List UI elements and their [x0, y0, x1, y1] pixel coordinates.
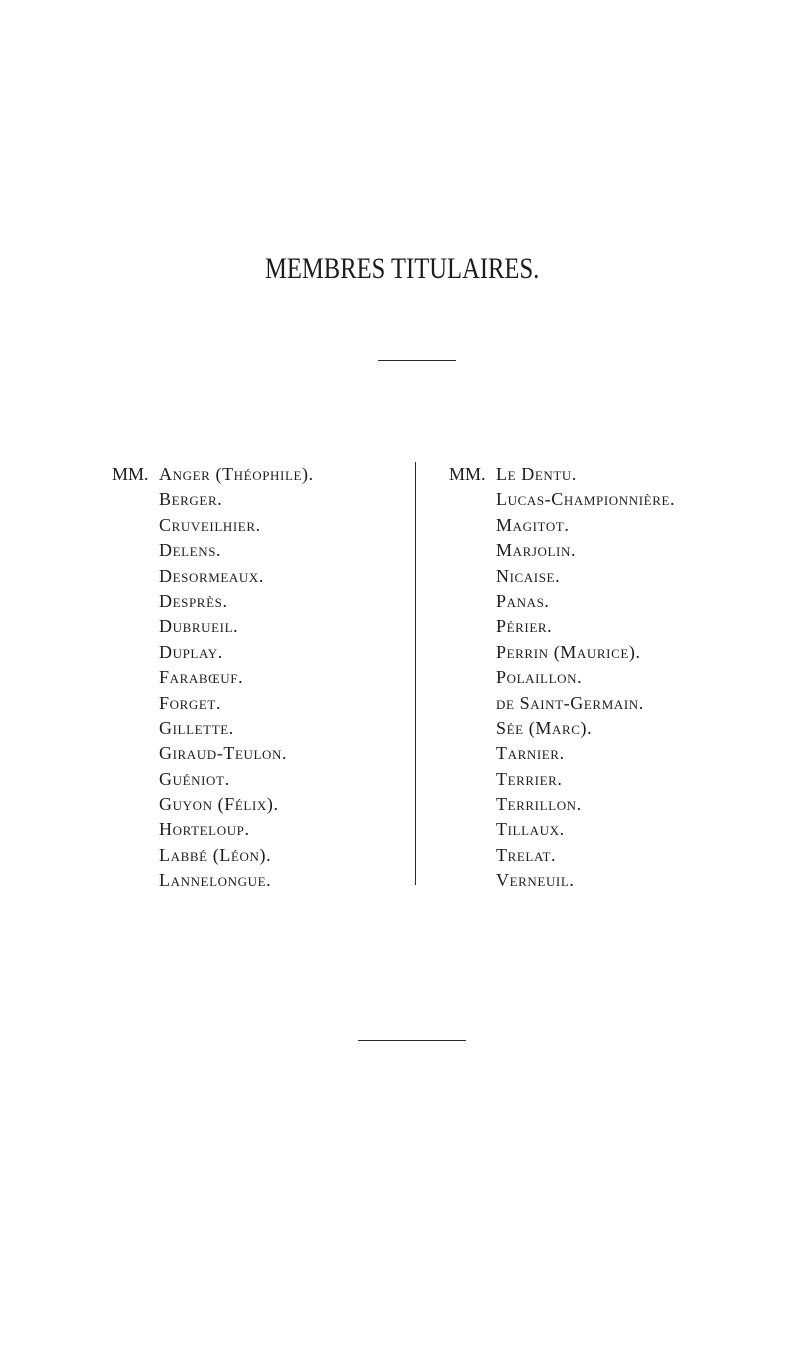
- prefix-spacer: [112, 589, 159, 614]
- member-row: [112, 513, 314, 538]
- member-name: Tillaux.: [496, 819, 565, 840]
- prefix-spacer: [112, 817, 159, 842]
- member-name: Panas.: [496, 590, 550, 611]
- prefix-spacer: [449, 564, 496, 589]
- prefix-spacer: [112, 564, 159, 589]
- prefix-spacer: [449, 741, 496, 766]
- member-name: Terrillon.: [496, 794, 582, 815]
- member-name: Marjolin.: [496, 540, 577, 561]
- prefix-spacer: [449, 640, 496, 665]
- member-row: [449, 817, 675, 842]
- member-row: [449, 640, 675, 665]
- members-column-right: [449, 462, 675, 894]
- prefix-spacer: [112, 691, 159, 716]
- member-name: Lannelongue.: [159, 870, 272, 891]
- member-row: [112, 564, 314, 589]
- member-name: Lucas-Championnière.: [496, 489, 676, 510]
- member-row: [112, 665, 314, 690]
- prefix-spacer: [449, 817, 496, 842]
- footer-rule: [358, 1040, 466, 1041]
- member-row: [112, 716, 314, 741]
- member-row: [449, 792, 675, 817]
- member-name: Verneuil.: [496, 870, 575, 891]
- member-row: [449, 487, 675, 512]
- prefix-spacer: [449, 614, 496, 639]
- prefix-spacer: [112, 716, 159, 741]
- member-row: [112, 691, 314, 716]
- member-row: [112, 462, 314, 487]
- member-row: [112, 868, 314, 893]
- member-name: Gillette.: [159, 717, 234, 738]
- member-name: Anger (Théophile).: [159, 464, 314, 484]
- members-prefix: MM.: [112, 464, 149, 484]
- prefix-spacer: [112, 487, 159, 512]
- members-prefix: MM.: [449, 464, 486, 484]
- member-row: [112, 817, 314, 842]
- member-name: Le Dentu.: [496, 464, 577, 484]
- member-row: [449, 513, 675, 538]
- member-row: [449, 741, 675, 766]
- member-name: Terrier.: [496, 768, 563, 789]
- prefix-spacer: [449, 716, 496, 741]
- member-name: Nicaise.: [496, 565, 561, 586]
- prefix-spacer: [112, 767, 159, 792]
- member-name: Sée (Marc).: [496, 717, 593, 738]
- member-row: [449, 868, 675, 893]
- prefix-spacer: [449, 868, 496, 893]
- member-name: Cruveilhier.: [159, 514, 261, 535]
- member-name: Guéniot.: [159, 768, 230, 789]
- member-name: Duplay.: [159, 641, 223, 662]
- member-row: [449, 462, 675, 487]
- member-row: [449, 614, 675, 639]
- prefix-spacer: [449, 538, 496, 563]
- prefix-spacer: [449, 513, 496, 538]
- member-name: Forget.: [159, 692, 222, 713]
- member-name: Farabœuf.: [159, 667, 244, 688]
- member-name: Berger.: [159, 489, 223, 510]
- member-row: [449, 538, 675, 563]
- prefix-spacer: [112, 513, 159, 538]
- prefix-spacer: [449, 589, 496, 614]
- member-row: [112, 589, 314, 614]
- member-row: [449, 589, 675, 614]
- member-name: Polaillon.: [496, 667, 583, 688]
- member-name: Giraud-Teulon.: [159, 743, 288, 764]
- member-name: Périer.: [496, 616, 553, 637]
- prefix-spacer: [449, 843, 496, 868]
- prefix-spacer: [112, 843, 159, 868]
- member-row: [112, 741, 314, 766]
- prefix-spacer: [449, 792, 496, 817]
- member-row: [449, 716, 675, 741]
- member-name: Labbé (Léon).: [159, 844, 272, 865]
- prefix-spacer: [112, 741, 159, 766]
- member-row: [112, 640, 314, 665]
- member-name: Horteloup.: [159, 819, 250, 840]
- member-row: [449, 665, 675, 690]
- member-row: [449, 843, 675, 868]
- member-name: Trelat.: [496, 844, 557, 865]
- member-name: Magitot.: [496, 514, 570, 535]
- member-name: Desormeaux.: [159, 565, 264, 586]
- prefix-spacer: [112, 792, 159, 817]
- prefix-spacer: [112, 640, 159, 665]
- member-name: Guyon (Félix).: [159, 794, 279, 815]
- page-title: MEMBRES TITULAIRES.: [265, 252, 540, 285]
- member-row: [112, 792, 314, 817]
- member-row: [112, 614, 314, 639]
- member-row: [112, 538, 314, 563]
- member-row: [449, 767, 675, 792]
- column-divider: [415, 462, 416, 885]
- prefix-spacer: [449, 487, 496, 512]
- member-row: [112, 767, 314, 792]
- prefix-spacer: [449, 767, 496, 792]
- member-row: [449, 691, 675, 716]
- members-column-left: [112, 462, 314, 894]
- member-name: Perrin (Maurice).: [496, 641, 641, 662]
- title-rule: [378, 360, 456, 361]
- member-row: [112, 843, 314, 868]
- member-name: Dubrueil.: [159, 616, 239, 637]
- prefix-spacer: [449, 691, 496, 716]
- member-name: de Saint-Germain.: [496, 692, 644, 713]
- member-row: [112, 487, 314, 512]
- member-row: [449, 564, 675, 589]
- member-name: Desprès.: [159, 590, 228, 611]
- member-name: Tarnier.: [496, 743, 565, 764]
- prefix-spacer: [112, 868, 159, 893]
- member-name: Delens.: [159, 540, 222, 561]
- prefix-spacer: [112, 538, 159, 563]
- prefix-spacer: [112, 665, 159, 690]
- prefix-spacer: [112, 614, 159, 639]
- prefix-spacer: [449, 665, 496, 690]
